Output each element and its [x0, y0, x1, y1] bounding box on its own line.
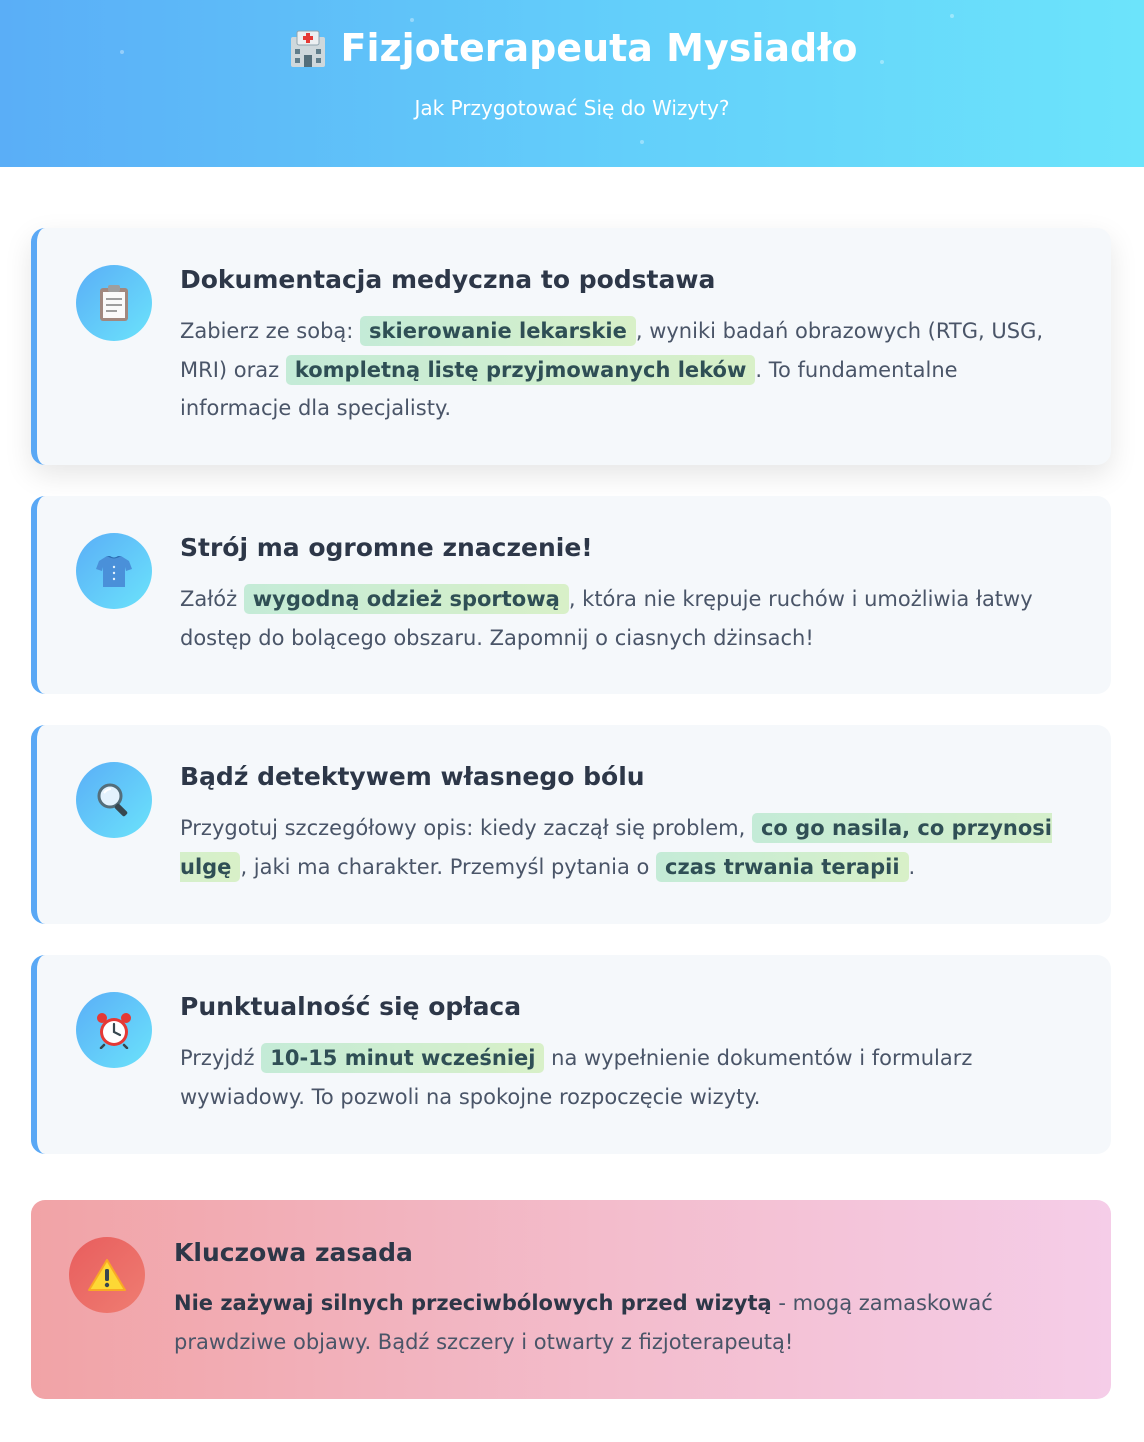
card-title: Punktualność się opłaca — [180, 992, 522, 1021]
text-segment: . To fundamentalne informacje dla specjalisty. — [180, 357, 958, 420]
tip-card-documents — [31, 228, 1111, 465]
alarm-clock-icon — [76, 992, 152, 1068]
card-text — [180, 809, 1070, 886]
card-title: Dokumentacja medyczna to podstawa — [180, 265, 716, 294]
tip-card-pain-description — [31, 725, 1111, 924]
tip-card-punctuality — [31, 955, 1111, 1154]
text-segment: na wypełnienie dokumentów i formularz wywiadowy. To pozwoli na spokojne rozpoczęcie wizyty. — [180, 1046, 973, 1109]
magnifier-icon — [76, 762, 152, 838]
warning-icon — [69, 1237, 145, 1313]
text-segment: Zabierz ze sobą: — [180, 319, 361, 343]
card-title: Strój ma ogromne znaczenie! — [180, 533, 593, 562]
text-segment: . — [908, 854, 916, 879]
card-text — [180, 312, 1070, 428]
decor-dot — [950, 14, 954, 18]
hospital-icon — [287, 27, 329, 69]
highlight: kompletną listę przyjmowanych leków — [286, 355, 756, 385]
key-rule-text — [174, 1284, 1064, 1361]
highlight: wygodną odzież sportową — [244, 584, 569, 614]
page-header — [0, 0, 1144, 167]
shirt-icon — [76, 533, 152, 609]
text-segment: Przygotuj szczegółowy opis: kiedy zaczął się problem, — [180, 816, 752, 840]
key-rule-title: Kluczowa zasada — [174, 1238, 413, 1267]
key-rule-strong: Nie zażywaj silnych przeciwbólowych przed wizytą — [174, 1291, 772, 1315]
page-title — [0, 26, 1144, 70]
highlight: czas trwania terapii — [656, 852, 909, 882]
text-segment: , jaki ma charakter. Przemyśl pytania o — [240, 854, 657, 879]
key-rule-box — [31, 1200, 1111, 1399]
text-segment: , która nie krępuje ruchów i umożliwia łatwy dostęp do bolącego obszaru. Zapomnij o ciasnych dżinsach! — [180, 587, 1033, 650]
clipboard-icon — [76, 265, 152, 341]
decor-dot — [410, 18, 414, 22]
highlight: skierowanie lekarskie — [360, 316, 636, 346]
text-segment: , wyniki badań obrazowych (RTG, USG, MRI) oraz — [180, 319, 1044, 382]
page-subtitle: Jak Przygotować Się do Wizyty? — [414, 96, 730, 120]
text-segment: Przyjdź — [180, 1046, 262, 1070]
text-segment: Załóż — [180, 587, 244, 611]
card-title: Bądź detektywem własnego bólu — [180, 762, 645, 791]
card-text — [180, 1039, 1070, 1116]
highlight: co go nasila, co przynosi ulgę — [180, 813, 1052, 882]
highlight: 10-15 minut wcześniej — [261, 1043, 544, 1073]
decor-dot — [640, 140, 644, 144]
text-segment: - mogą zamaskować prawdziwe objawy. Bądź szczery i otwarty z fizjoterapeutą! — [174, 1291, 993, 1354]
tip-card-clothing — [31, 496, 1111, 694]
page-title-text: Fizjoterapeuta Mysiadło — [340, 26, 858, 70]
card-text — [180, 580, 1070, 657]
